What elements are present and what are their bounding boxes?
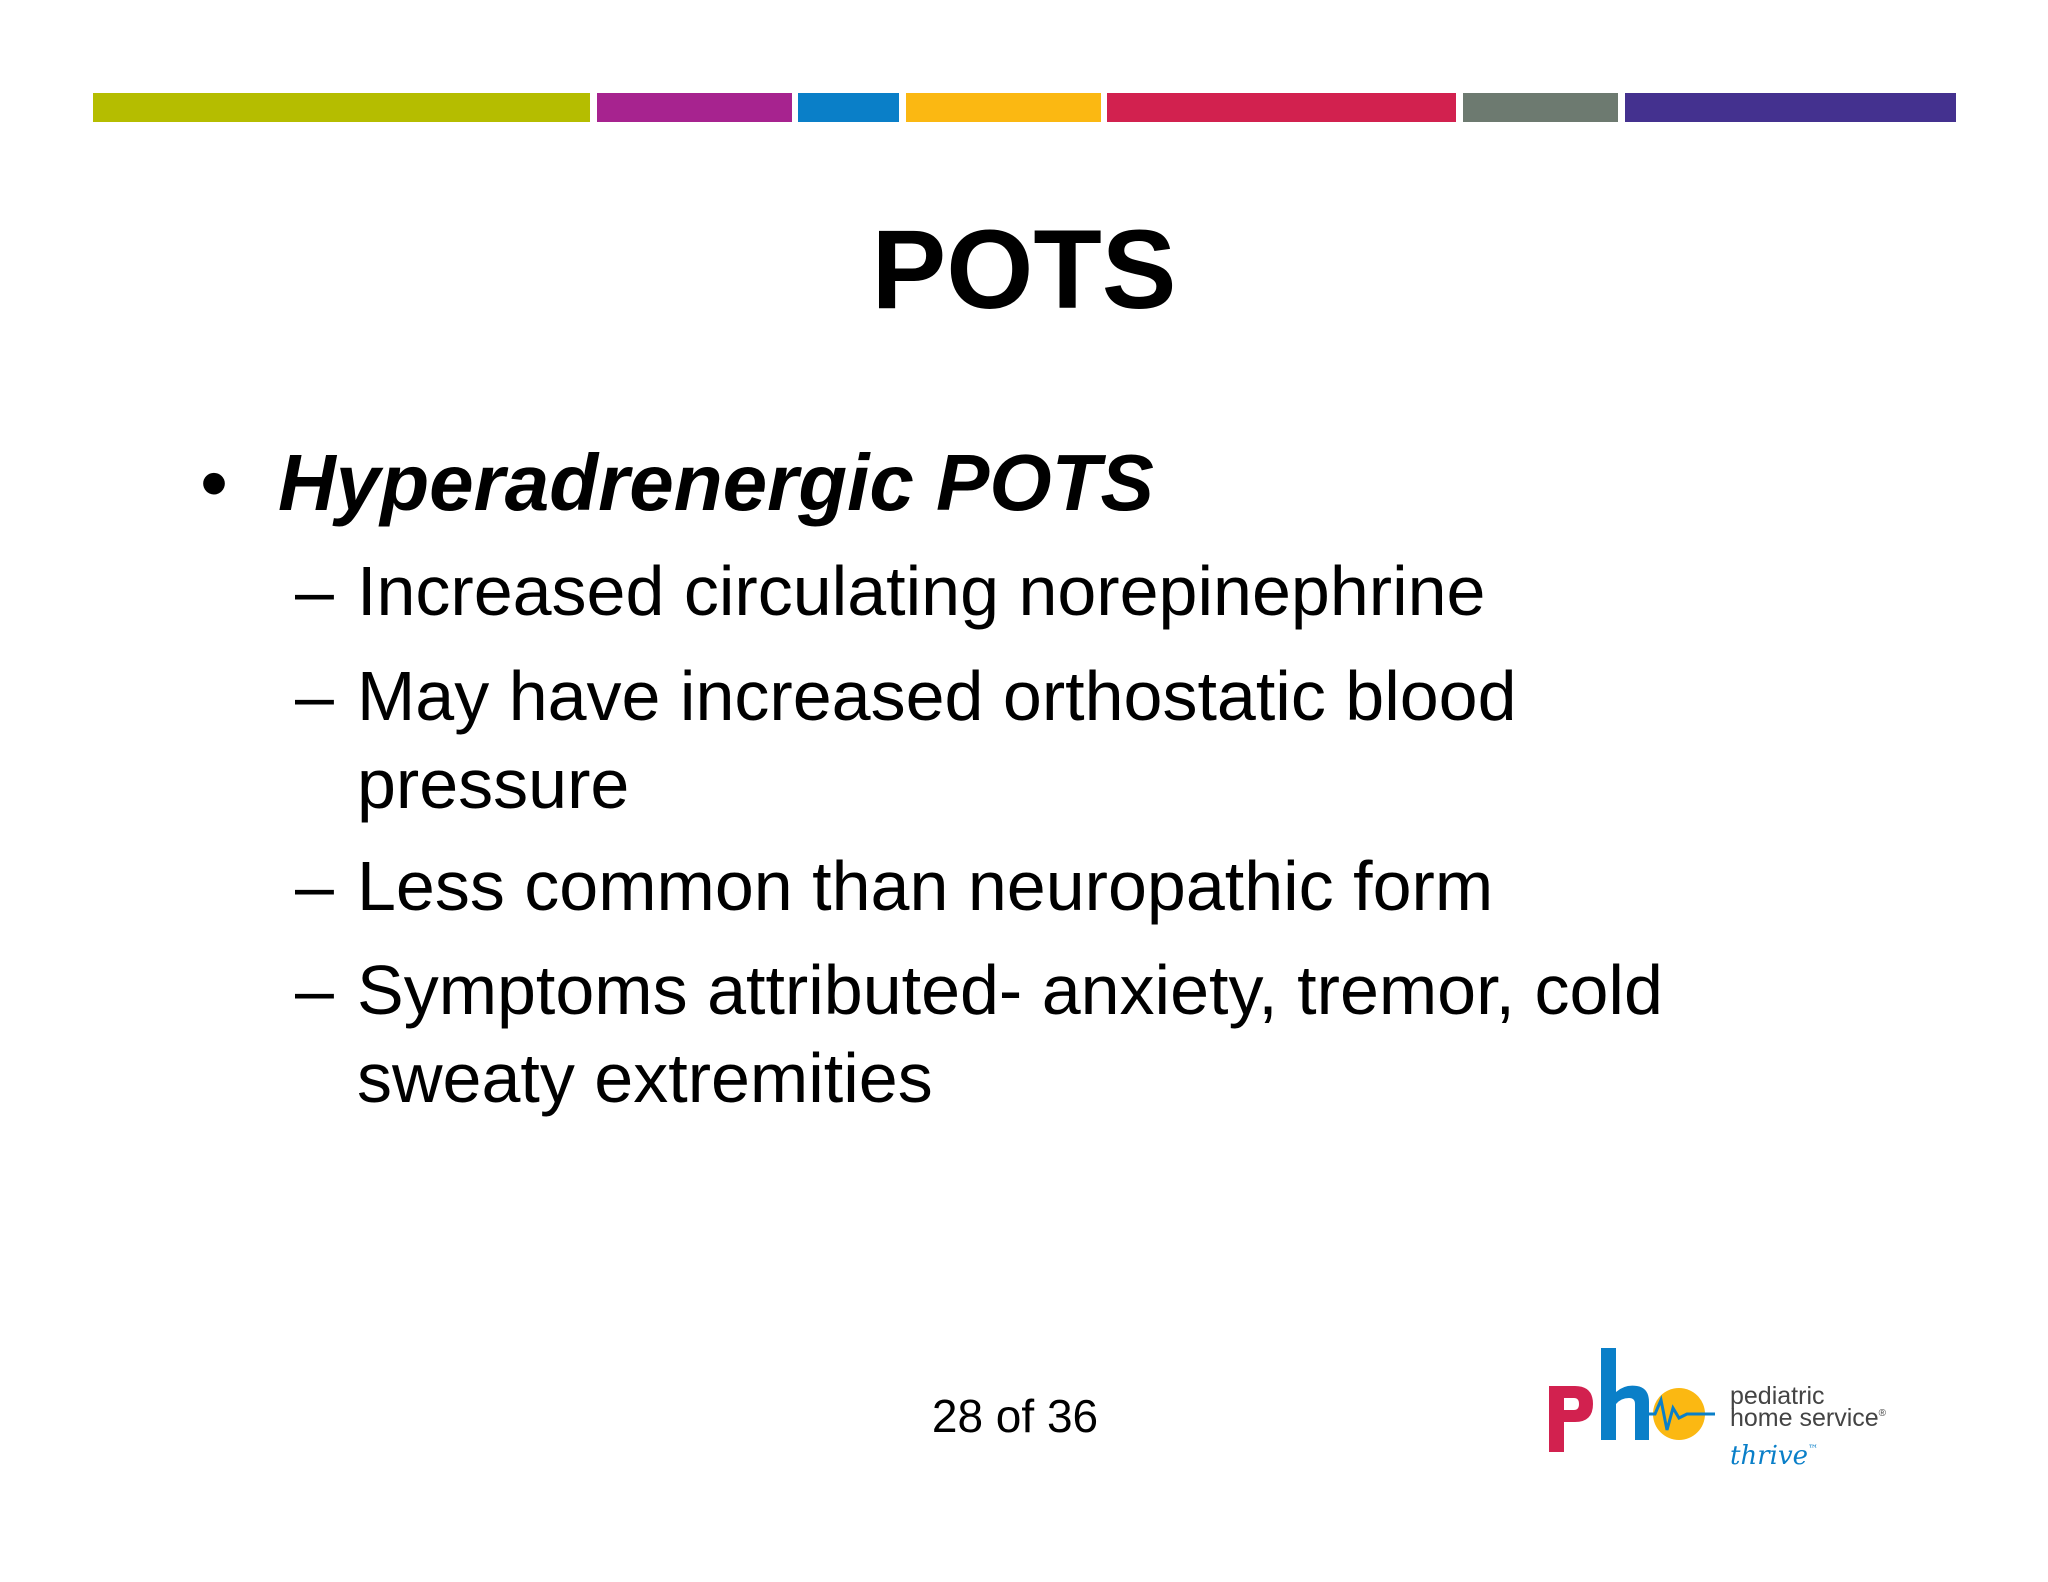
dash-icon: – xyxy=(295,951,334,1029)
sub-bullet-text: May have increased orthostatic blood pressure xyxy=(357,657,1517,823)
slide-title: POTS xyxy=(871,207,1177,332)
color-bar-segment xyxy=(597,93,792,122)
logo-p-letter xyxy=(1549,1386,1593,1452)
bullet-heading: Hyperadrenergic POTS xyxy=(278,438,1154,527)
sub-bullet-text: Symptoms attributed- anxiety, tremor, cold sweaty extremities xyxy=(357,951,1663,1117)
pediatric-home-service-logo xyxy=(1545,1340,1945,1490)
color-bar-segment xyxy=(1463,93,1618,122)
logo-text-line2: home service® xyxy=(1730,1404,1887,1432)
color-bar-segment xyxy=(798,93,899,122)
dash-icon: – xyxy=(295,552,334,630)
color-bar-segment xyxy=(1107,93,1456,122)
logo-tagline: thrive™ xyxy=(1730,1441,1819,1471)
dash-icon: – xyxy=(295,657,334,735)
color-bar-segment xyxy=(906,93,1101,122)
color-bar-segment xyxy=(93,93,590,122)
logo-h-letter xyxy=(1601,1348,1649,1440)
bullet-dot-icon: • xyxy=(200,438,229,527)
logo-text-line1: pediatric xyxy=(1730,1382,1825,1410)
page-number: 28 of 36 xyxy=(931,1390,1099,1442)
dash-icon: – xyxy=(295,847,334,925)
color-bar-segment xyxy=(1625,93,1956,122)
sub-bullet-text: Less common than neuropathic form xyxy=(357,847,1494,925)
sub-bullet-text: Increased circulating norepinephrine xyxy=(357,552,1486,630)
